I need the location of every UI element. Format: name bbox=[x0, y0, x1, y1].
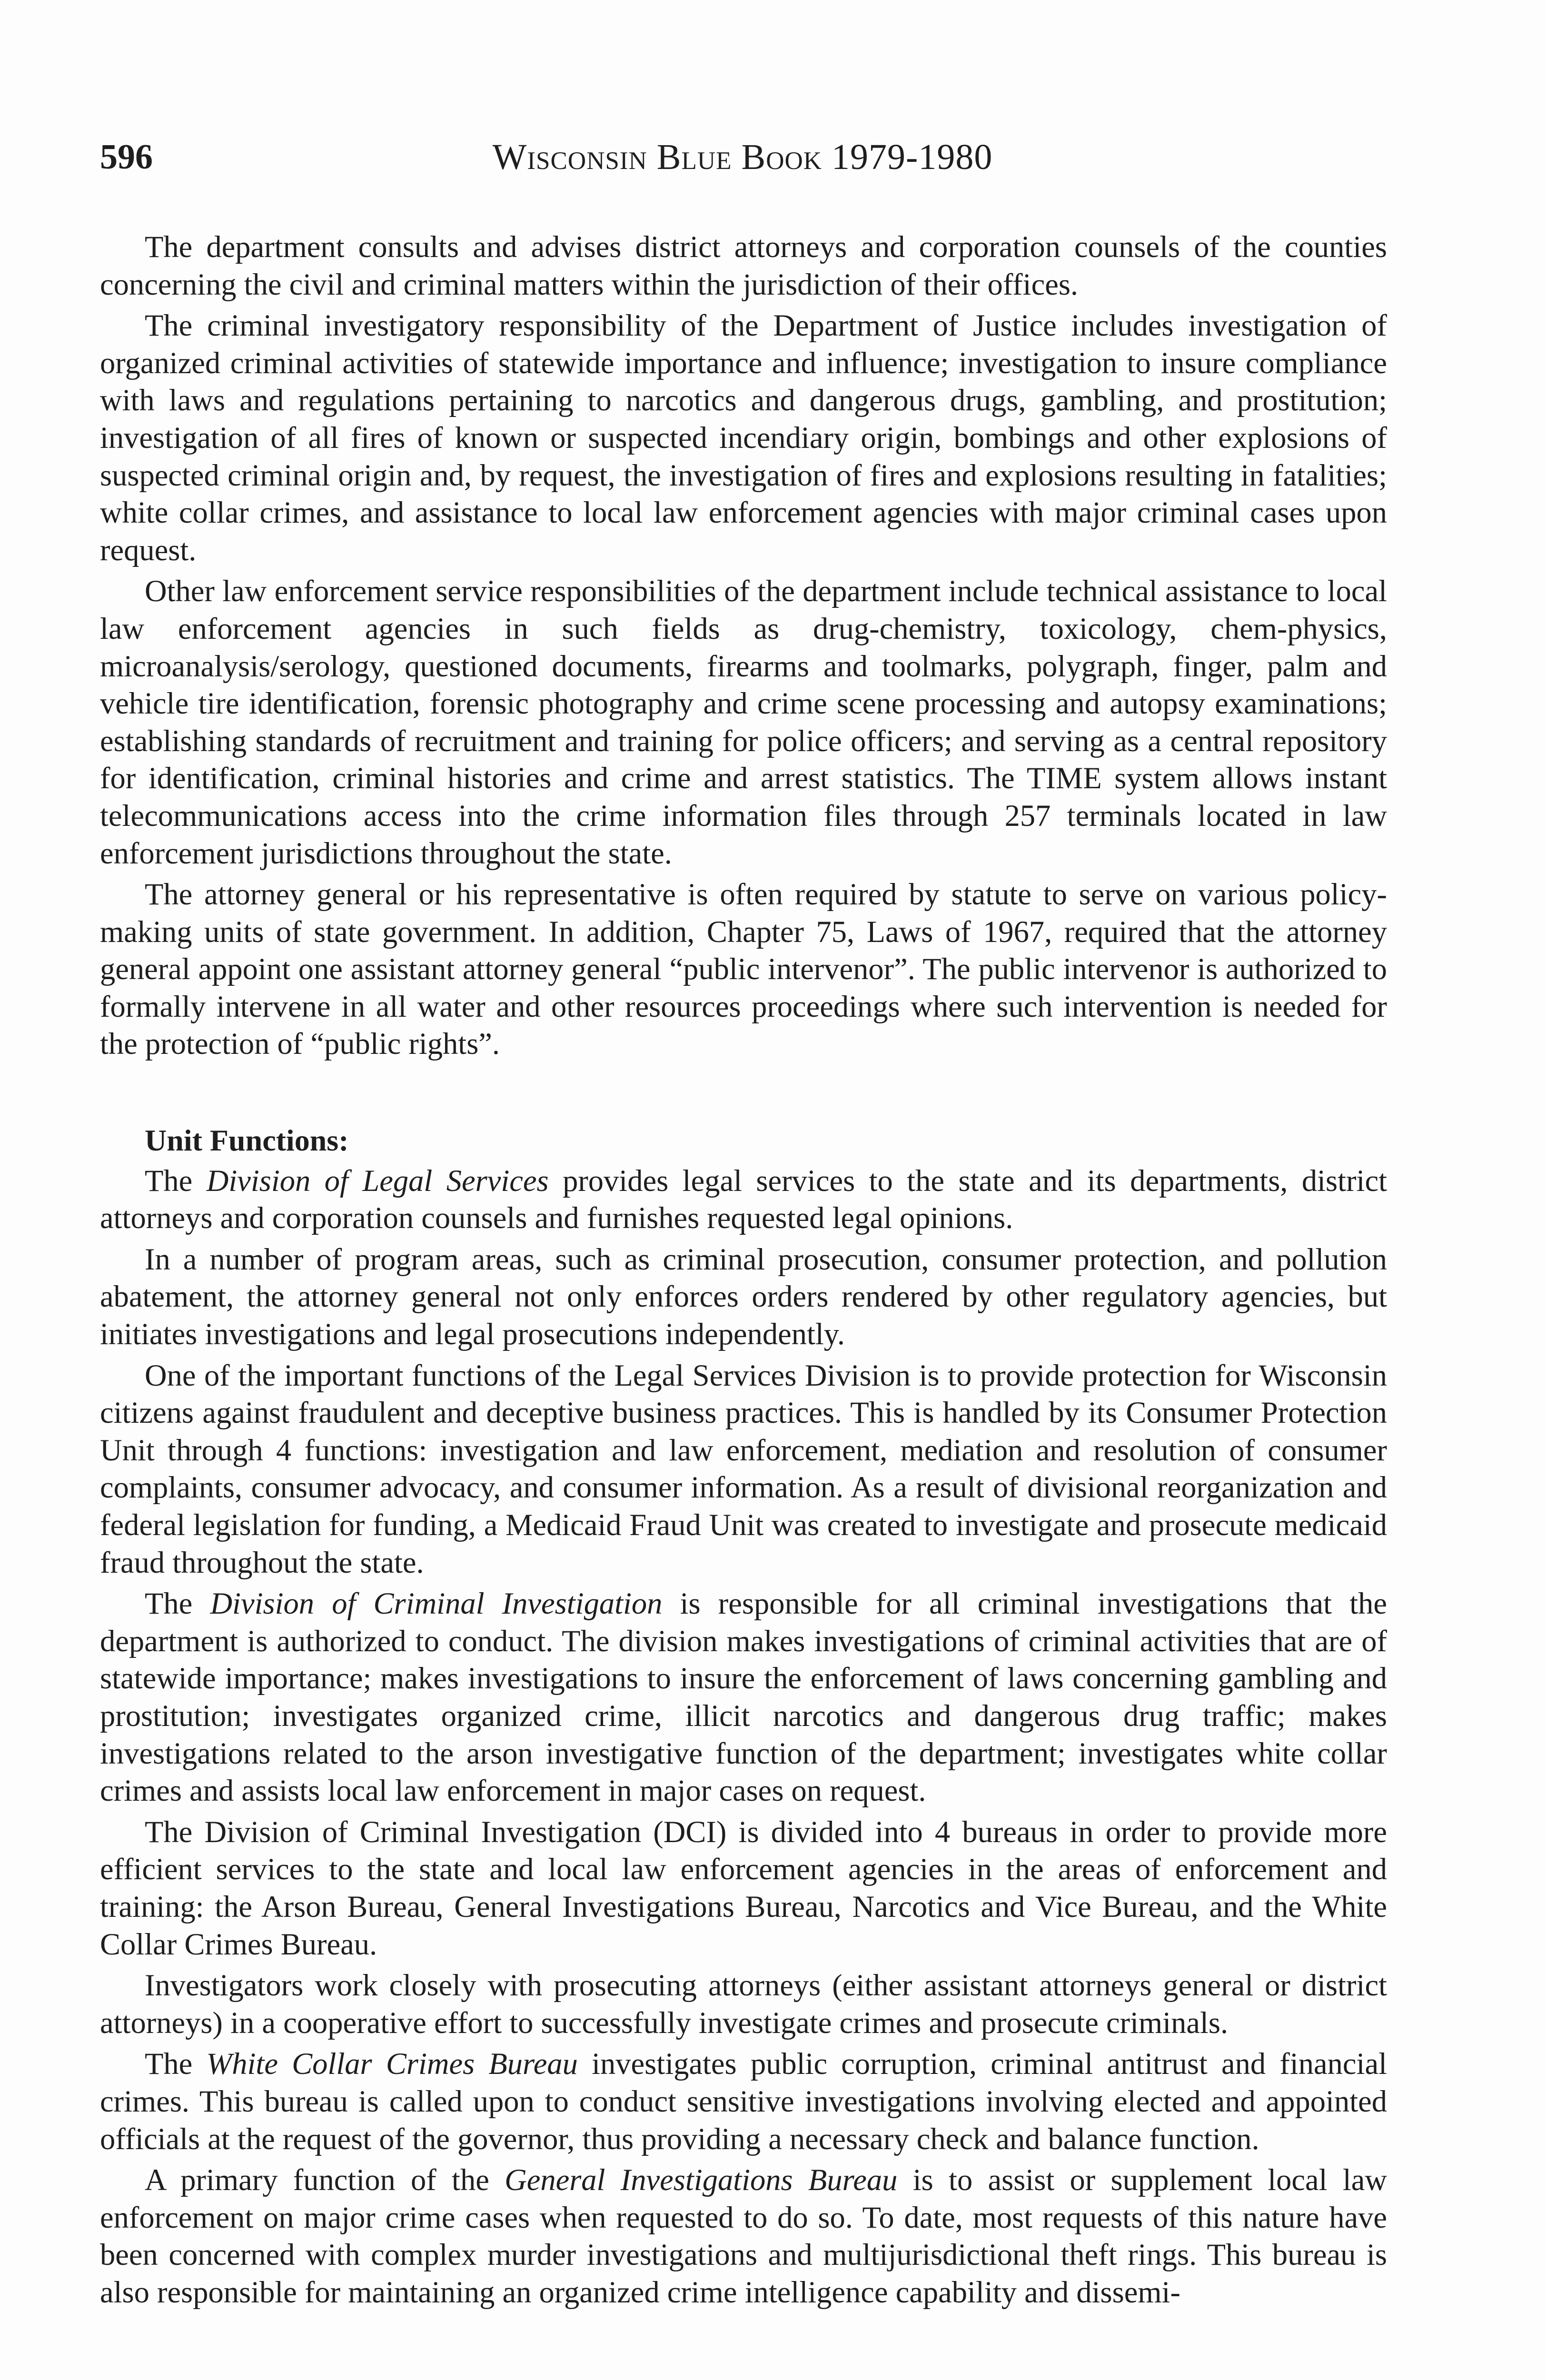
paragraph-legal-services bbox=[100, 1162, 1387, 1237]
criminal-investigation-lead: The bbox=[145, 1587, 210, 1621]
paragraph-general-investigations bbox=[100, 2162, 1387, 2311]
running-title: Wisconsin Blue Book 1979-1980 bbox=[492, 137, 993, 177]
white-collar-bureau-name: White Collar Crimes Bureau bbox=[206, 2047, 578, 2081]
paragraph-law-enforcement-services: Other law enforcement service responsibilities of the department include technical assistance to local law enforcement agencies in such fields as drug-chemistry, toxicology, chem-physics, microanalysis/serology, questioned documents, firearms and toolmarks, polygraph, finger, palm and vehicle tire identification, forensic photography and crime scene processing and autopsy examinations; establishing standards of recruitment and training for police officers; and serving as a central repository for identification, criminal histories and crime and arrest statistics. The TIME system allows instant telecommunications access into the crime information files through 257 terminals located in law enforcement jurisdictions throughout the state. bbox=[100, 574, 1387, 870]
general-investigations-body: is to assist or supplement local law enforcement on major crime cases when requested to do so. To date, most requests of this nature have been concerned with complex murder investigations and multijurisdictional theft rings. This bureau is also responsible for maintaining an organized crime intelligence capability and dissemi- bbox=[100, 2163, 1387, 2309]
paragraph-dci-bureaus: The Division of Criminal Investigation (DCI) is divided into 4 bureaus in order to provide more efficient services to the state and local law enforcement agencies in the areas of enforcement and training: the Arson Bureau, General Investigations Bureau, Narcotics and Vice Bureau, and the White Collar Crimes Bureau. bbox=[100, 1815, 1387, 1961]
legal-services-division-name: Division of Legal Services bbox=[206, 1163, 549, 1198]
body-text bbox=[100, 228, 1387, 2311]
paragraph-consults: The department consults and advises district attorneys and corporation counsels of the counties concerning the civil and criminal matters within the jurisdiction of their offices. bbox=[100, 230, 1387, 301]
paragraph-criminal-investigation bbox=[100, 1585, 1387, 1810]
paragraph-criminal-investigatory: The criminal investigatory responsibility of the Department of Justice includes investigation of organized criminal activities of statewide importance and influence; investigation to insure compliance with laws and regulations pertaining to narcotics and dangerous drugs, gambling, and prostitution; investigation of all fires of known or suspected incendiary origin, bombings and other explosions of suspected criminal origin and, by request, the investigation of fires and explosions resulting in fatalities; white collar crimes, and assistance to local law enforcement agencies with major criminal cases upon request. bbox=[100, 308, 1387, 567]
page-number: 596 bbox=[100, 138, 153, 177]
section-heading-unit-functions: Unit Functions: bbox=[145, 1123, 349, 1158]
criminal-investigation-body: is responsible for all criminal investigations that the department is authorized to conduct. The division makes investigations of criminal activities that are of statewide importance; makes investigations to insure the enforcement of laws concerning gambling and prostitution; investigates organized crime, illicit narcotics and dangerous drug traffic; makes investigations related to the arson investigative function of the department; investigates white collar crimes and assists local law enforcement in major cases on request. bbox=[100, 1587, 1387, 1808]
general-investigations-bureau-name: General Investigations Bureau bbox=[505, 2163, 898, 2197]
paragraph-white-collar bbox=[100, 2045, 1387, 2158]
white-collar-lead: The bbox=[145, 2047, 207, 2081]
general-investigations-lead: A primary function of the bbox=[145, 2163, 505, 2197]
paragraph-consumer-protection: One of the important functions of the Legal Services Division is to provide protection for Wisconsin citizens against fraudulent and deceptive business practices. This is handled by its Consumer Protection Unit through 4 functions: investigation and law enforcement, mediation and resolution of consumer complaints, consumer advocacy, and consumer information. As a result of divisional reorganization and federal legislation for funding, a Medicaid Fraud Unit was created to investigate and prosecute medicaid fraud throughout the state. bbox=[100, 1358, 1387, 1579]
legal-services-body: provides legal services to the state and its departments, district attorneys and corporation counsels and furnishes requested legal opinions. bbox=[100, 1163, 1387, 1235]
criminal-investigation-division-name: Division of Criminal Investigation bbox=[210, 1587, 663, 1621]
paragraph-public-intervenor: The attorney general or his representative is often required by statute to serve on various policy-making units of state government. In addition, Chapter 75, Laws of 1967, required that the attorney general appoint one assistant attorney general “public intervenor”. The public intervenor is authorized to formally intervene in all water and other resources proceedings where such intervention is needed for the protection of “public rights”. bbox=[100, 877, 1387, 1061]
paragraph-program-areas: In a number of program areas, such as criminal prosecution, consumer protection, and pollution abatement, the attorney general not only enforces orders rendered by other regulatory agencies, but initiates investigations and legal prosecutions independently. bbox=[100, 1242, 1387, 1351]
page-header bbox=[100, 133, 1385, 181]
legal-services-lead: The bbox=[145, 1163, 207, 1198]
white-collar-body: investigates public corruption, criminal antitrust and financial crimes. This bureau is called upon to conduct sensitive investigations involving elected and appointed officials at the request of the governor, thus providing a necessary check and balance function. bbox=[100, 2047, 1387, 2156]
paragraph-investigators: Investigators work closely with prosecuting attorneys (either assistant attorneys general or district attorneys) in a cooperative effort to successfully investigate crimes and prosecute criminals. bbox=[100, 1968, 1387, 2040]
